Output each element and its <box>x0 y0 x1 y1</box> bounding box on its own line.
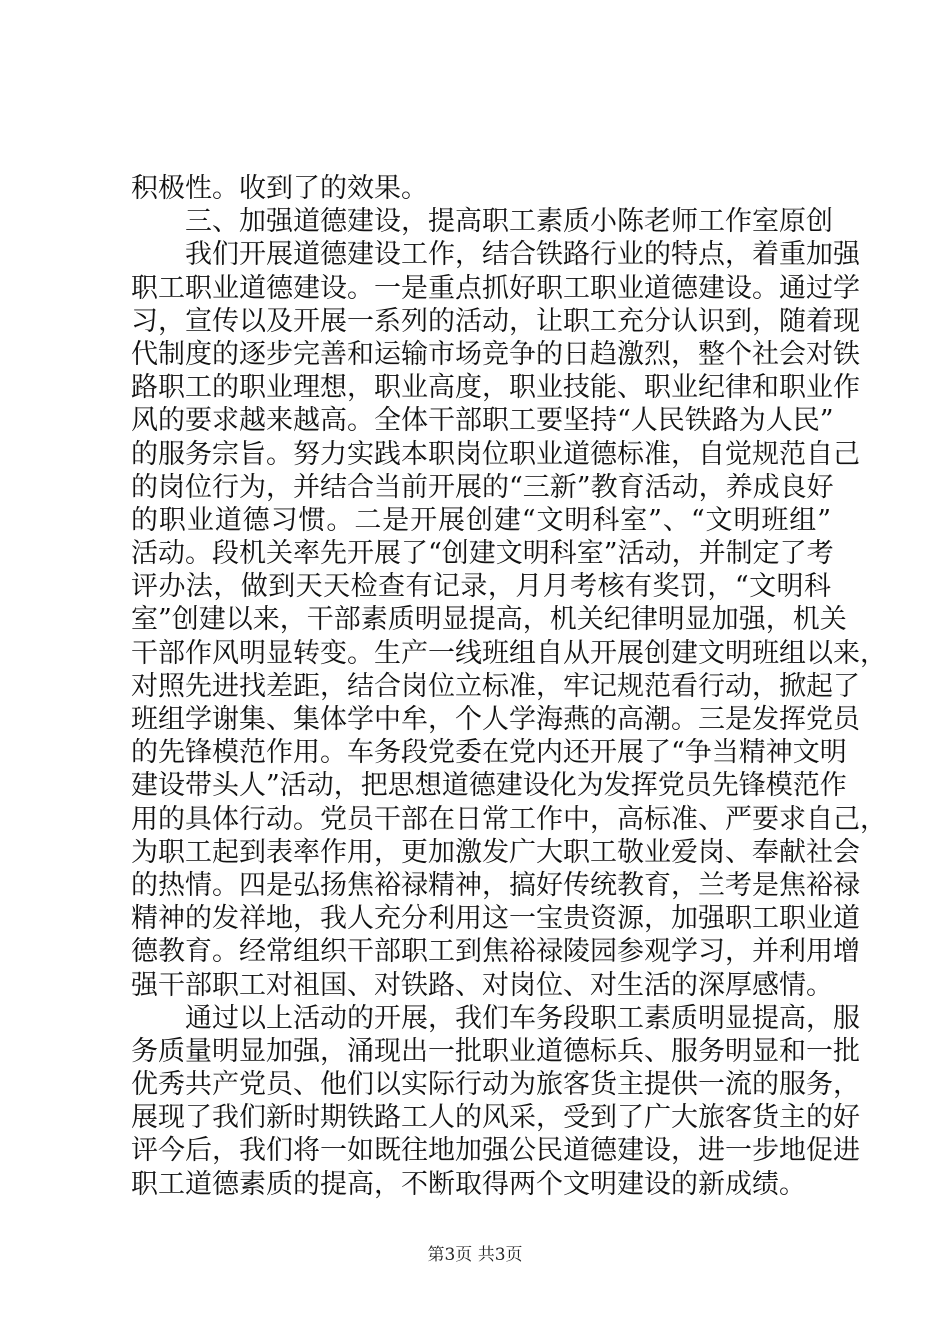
text-line: 德教育。经常组织干部职工到焦裕禄陵园参观学习，并利用增 <box>131 936 860 968</box>
text-line: 积极性。收到了的效果。 <box>131 173 428 204</box>
text-line: 评今后，我们将一如既往地加强公民道德建设，进一步地促进 <box>131 1135 860 1167</box>
text-line: 的职业道德习惯。二是开展创建“文明科室”、“文明班组” <box>131 504 831 536</box>
text-line: 我们开展道德建设工作，结合铁路行业的特点，着重加强 <box>185 239 860 271</box>
text-line: 为职工起到表率作用，更加激发广大职工敬业爱岗、奉献社会 <box>131 836 860 868</box>
body-text <box>131 172 887 1201</box>
text-line: 职工职业道德建设。一是重点抓好职工职业道德建设。通过学 <box>131 272 860 304</box>
text-line: 展现了我们新时期铁路工人的风采，受到了广大旅客货主的好 <box>131 1102 860 1134</box>
text-line: 室”创建以来，干部素质明显提高，机关纪律明显加强，机关 <box>131 604 847 636</box>
text-line: 活动。段机关率先开展了“创建文明科室”活动，并制定了考 <box>131 538 834 570</box>
text-line: 建设带头人”活动，把思想道德建设化为发挥党员先锋模范作 <box>131 770 847 802</box>
text-line: 对照先进找差距，结合岗位立标准，牢记规范看行动，掀起了 <box>131 670 860 702</box>
text-line: 评办法，做到天天检查有记录，月月考核有奖罚，“文明科 <box>131 571 831 603</box>
text-line: 用的具体行动。党员干部在日常工作中，高标准、严要求自己， <box>131 803 887 835</box>
text-line: 班组学谢集、集体学中牟，个人学海燕的高潮。三是发挥党员 <box>131 704 860 735</box>
text-line: 精神的发祥地，我人充分利用这一宝贵资源，加强职工职业道 <box>131 903 860 935</box>
text-line: 干部作风明显转变。生产一线班组自从开展创建文明班组以来， <box>131 637 887 669</box>
text-line: 的服务宗旨。努力实践本职岗位职业道德标准，自觉规范自己 <box>131 438 860 470</box>
text-line: 的岗位行为，并结合当前开展的“三新”教育活动，养成良好 <box>131 471 834 503</box>
text-line: 务质量明显加强，涌现出一批职业道德标兵、服务明显和一批 <box>131 1035 860 1067</box>
text-line: 路职工的职业理想，职业高度，职业技能、职业纪律和职业作 <box>131 372 860 404</box>
text-line: 强干部职工对祖国、对铁路、对岗位、对生活的深厚感情。 <box>131 969 833 1001</box>
text-line: 代制度的逐步完善和运输市场竞争的日趋激烈，整个社会对铁 <box>131 338 860 370</box>
text-line: 风的要求越来越高。全体干部职工要坚持“人民铁路为人民” <box>131 405 834 437</box>
section-heading: 三、加强道德建设，提高职工素质小陈老师工作室原创 <box>185 206 833 238</box>
text-line: 习，宣传以及开展一系列的活动，让职工充分认识到，随着现 <box>131 305 860 337</box>
text-line: 的先锋模范作用。车务段党委在党内还开展了“争当精神文明 <box>131 737 847 769</box>
page-number-footer: 第3页 共3页 <box>427 1245 523 1265</box>
text-line: 职工道德素质的提高，不断取得两个文明建设的新成绩。 <box>131 1168 806 1200</box>
text-line: 通过以上活动的开展，我们车务段职工素质明显提高，服 <box>185 1002 860 1034</box>
text-line: 的热情。四是弘扬焦裕禄精神，搞好传统教育，兰考是焦裕禄 <box>131 869 860 901</box>
text-line: 优秀共产党员、他们以实际行动为旅客货主提供一流的服务， <box>131 1069 860 1101</box>
